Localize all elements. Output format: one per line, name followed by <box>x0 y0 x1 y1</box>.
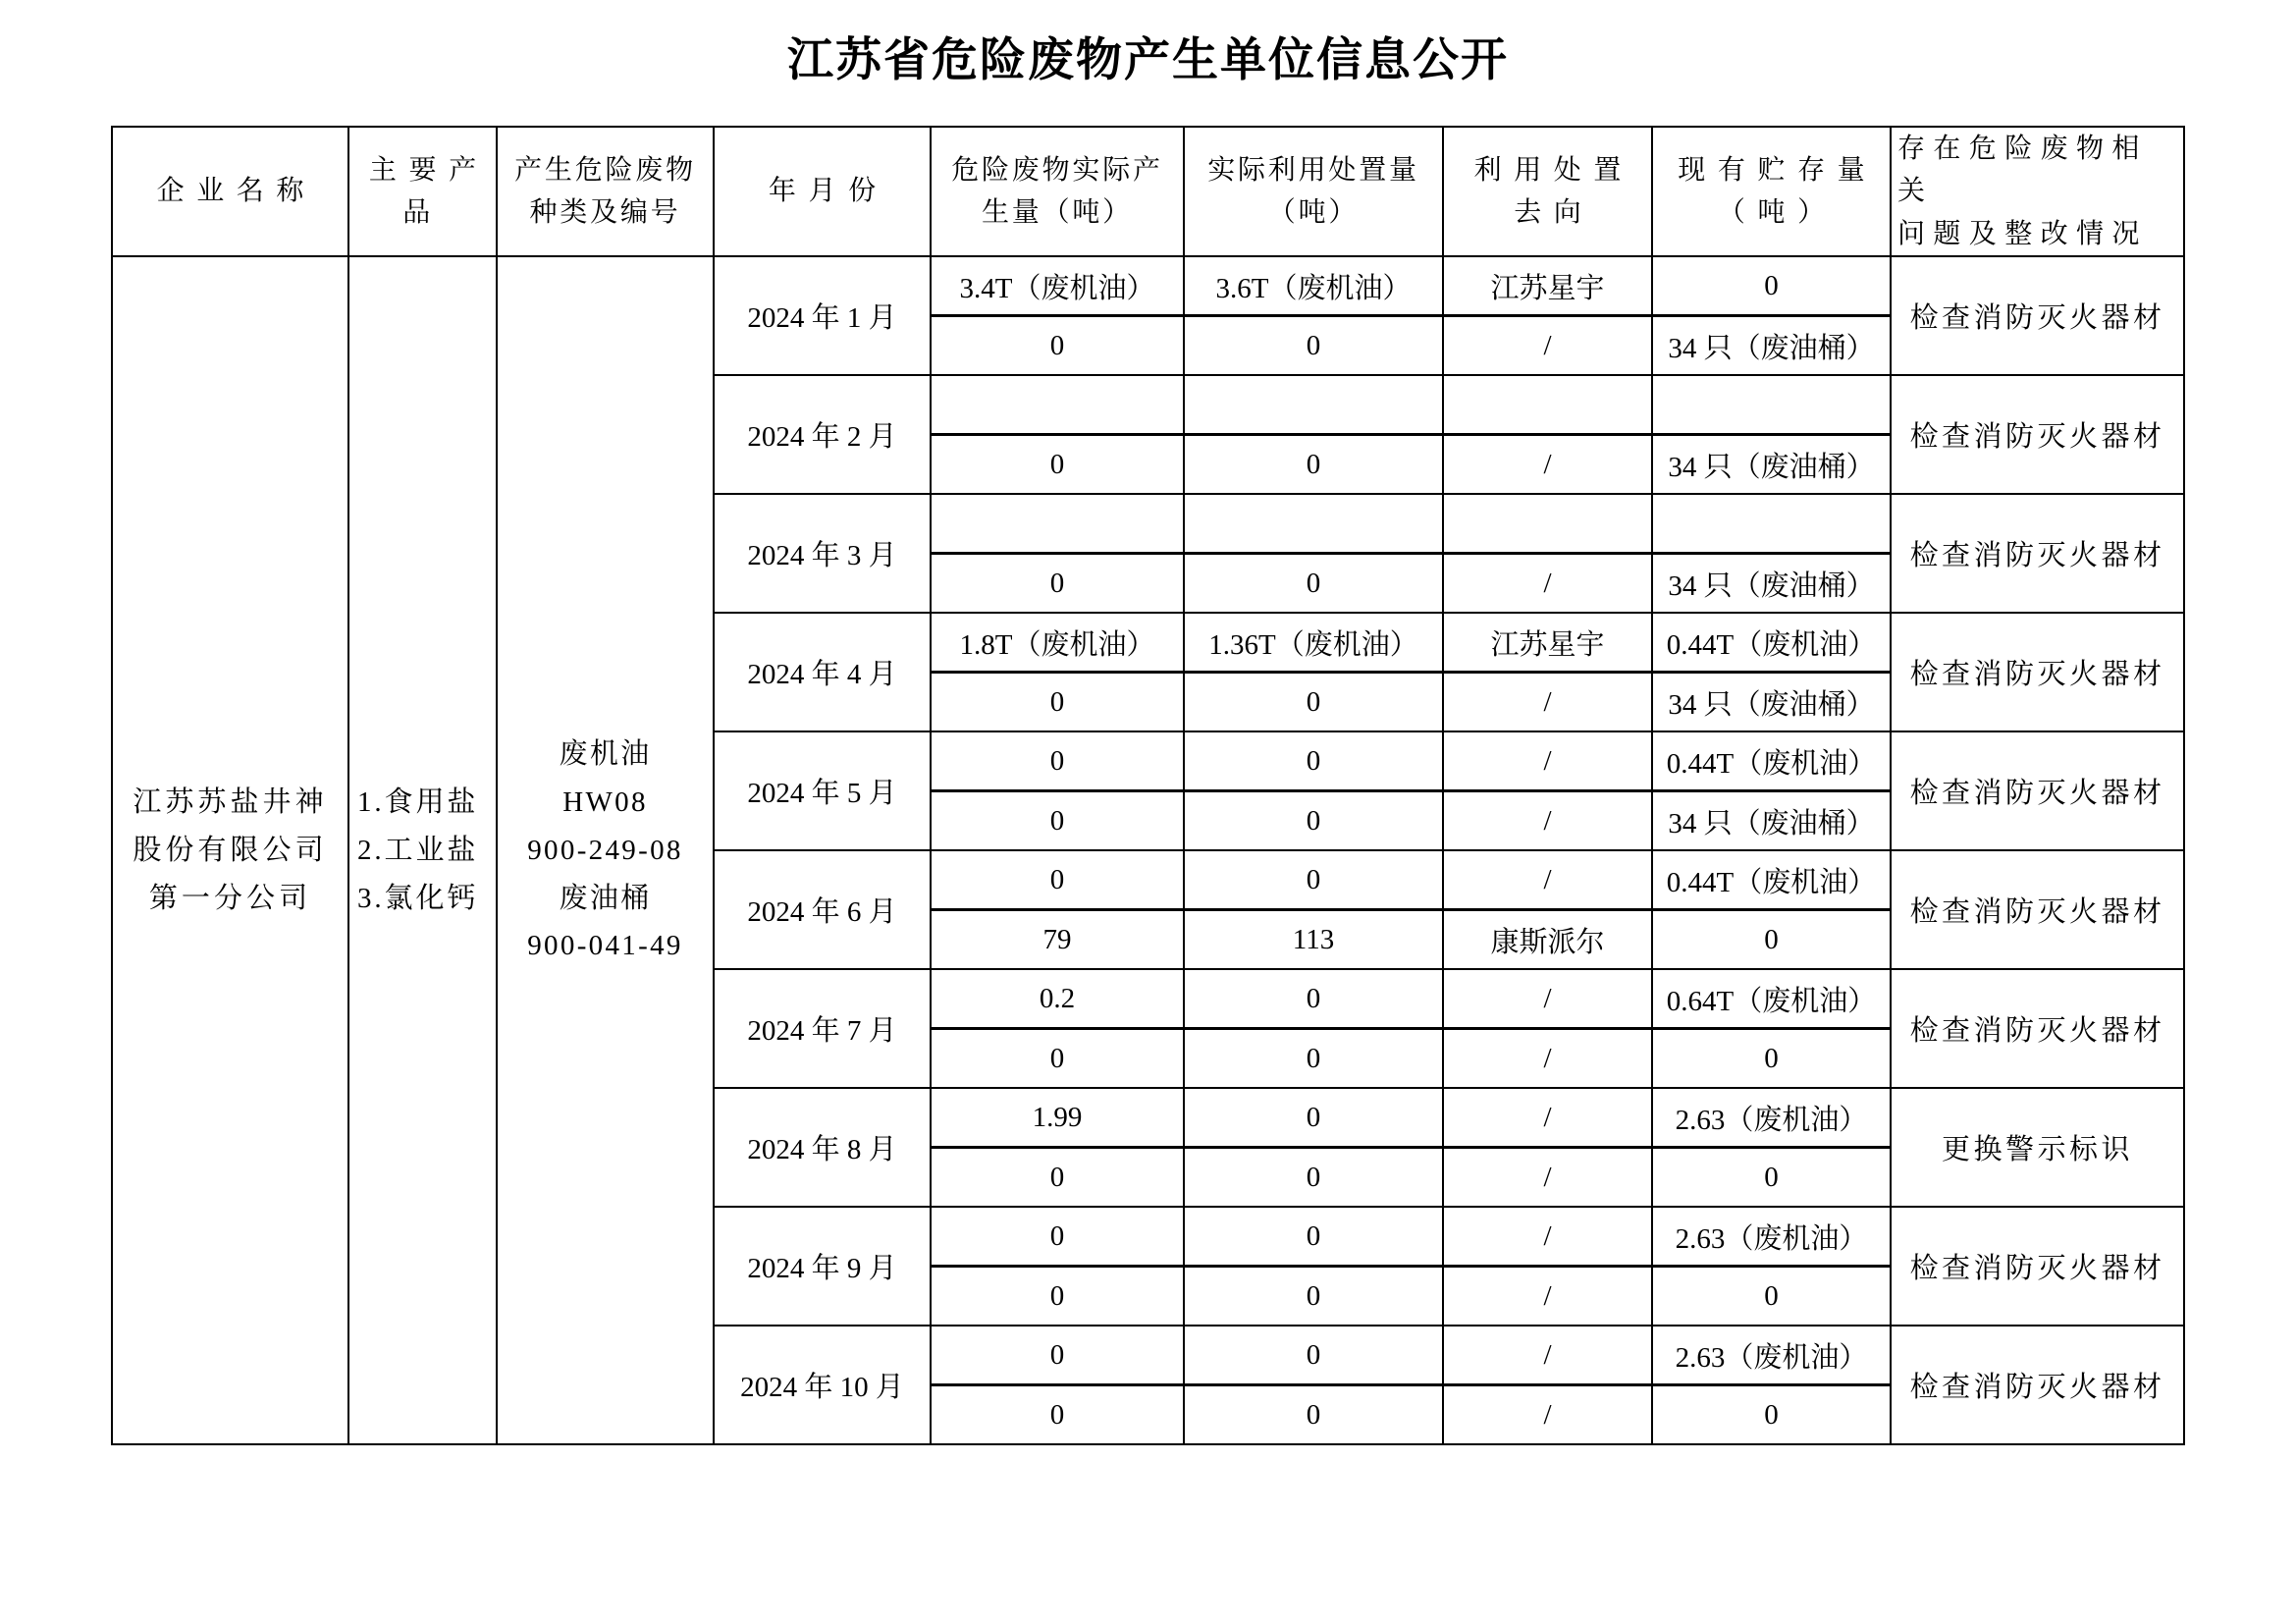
company-name-cell <box>112 256 348 1444</box>
waste-type-line: HW08 <box>562 786 648 819</box>
company-name-line: 江苏苏盐井神 <box>133 786 328 819</box>
generated-cell: 0 <box>931 554 1184 614</box>
storage-cell: 0 <box>1652 910 1891 970</box>
generated-cell <box>931 375 1184 435</box>
generated-cell: 0 <box>931 1385 1184 1445</box>
col-header-products <box>348 127 497 256</box>
storage-cell: 0 <box>1652 1148 1891 1208</box>
issue-cell: 检查消防灭火器材 <box>1891 850 2184 969</box>
month-cell: 2024 年 5 月 <box>714 731 931 850</box>
table-row <box>112 256 2184 316</box>
storage-cell: 0 <box>1652 1029 1891 1089</box>
disposed-cell: 0 <box>1184 316 1443 376</box>
destination-cell <box>1443 494 1652 554</box>
disposed-cell <box>1184 375 1443 435</box>
company-name-line: 股份有限公司 <box>133 834 328 866</box>
disposed-cell: 0 <box>1184 1088 1443 1148</box>
waste-type-line: 900-041-49 <box>527 930 683 962</box>
generated-cell: 0 <box>931 731 1184 791</box>
storage-cell: 34 只（废油桶） <box>1652 554 1891 614</box>
month-cell: 2024 年 6 月 <box>714 850 931 969</box>
header-line: 危险废物实际产 <box>951 154 1163 186</box>
destination-cell: / <box>1443 554 1652 614</box>
issue-cell: 检查消防灭火器材 <box>1891 256 2184 375</box>
destination-cell: / <box>1443 1207 1652 1267</box>
destination-cell: / <box>1443 969 1652 1029</box>
destination-cell: / <box>1443 731 1652 791</box>
products-cell <box>348 256 497 1444</box>
disposed-cell: 0 <box>1184 1326 1443 1385</box>
header-line: （吨） <box>1717 197 1838 229</box>
destination-cell: / <box>1443 1148 1652 1208</box>
disposed-cell: 1.36T（废机油） <box>1184 613 1443 673</box>
storage-cell: 2.63（废机油） <box>1652 1207 1891 1267</box>
storage-cell <box>1652 494 1891 554</box>
disposed-cell: 0 <box>1184 1385 1443 1445</box>
generated-cell: 0 <box>931 673 1184 732</box>
header-line: 生量（吨） <box>981 197 1133 229</box>
issue-cell: 检查消防灭火器材 <box>1891 613 2184 731</box>
generated-cell: 79 <box>931 910 1184 970</box>
col-header-disposed-amount <box>1184 127 1443 256</box>
disposed-cell: 0 <box>1184 1029 1443 1089</box>
issue-cell: 更换警示标识 <box>1891 1088 2184 1207</box>
storage-cell: 2.63（废机油） <box>1652 1326 1891 1385</box>
issue-cell: 检查消防灭火器材 <box>1891 375 2184 494</box>
product-line: 2.工业盐 <box>357 834 479 866</box>
destination-cell: / <box>1443 1029 1652 1089</box>
issue-cell: 检查消防灭火器材 <box>1891 731 2184 850</box>
month-cell: 2024 年 4 月 <box>714 613 931 731</box>
product-line: 1.食用盐 <box>357 786 479 819</box>
generated-cell: 3.4T（废机油） <box>931 256 1184 316</box>
month-cell: 2024 年 7 月 <box>714 969 931 1088</box>
hazardous-waste-table <box>111 126 2185 1445</box>
storage-cell: 34 只（废油桶） <box>1652 673 1891 732</box>
storage-cell: 0.44T（废机油） <box>1652 613 1891 673</box>
header-row <box>112 127 2184 256</box>
destination-cell: / <box>1443 791 1652 851</box>
storage-cell: 34 只（废油桶） <box>1652 316 1891 376</box>
month-cell: 2024 年 1 月 <box>714 256 931 375</box>
storage-cell: 0.44T（废机油） <box>1652 850 1891 910</box>
col-header-month <box>714 127 931 256</box>
waste-type-line: 废机油 <box>559 738 652 771</box>
header-line: 种类及编号 <box>529 197 681 229</box>
destination-cell: / <box>1443 673 1652 732</box>
disposed-cell: 0 <box>1184 850 1443 910</box>
disposed-cell: 0 <box>1184 791 1443 851</box>
storage-cell: 0 <box>1652 1385 1891 1445</box>
month-cell: 2024 年 3 月 <box>714 494 931 613</box>
storage-cell: 0 <box>1652 256 1891 316</box>
generated-cell: 0 <box>931 1148 1184 1208</box>
month-cell: 2024 年 9 月 <box>714 1207 931 1326</box>
disposed-cell: 113 <box>1184 910 1443 970</box>
header-line: 企业名称 <box>156 176 316 207</box>
waste-type-cell <box>497 256 714 1444</box>
generated-cell: 0 <box>931 1029 1184 1089</box>
issue-cell: 检查消防灭火器材 <box>1891 494 2184 613</box>
destination-cell: / <box>1443 316 1652 376</box>
product-line: 3.氯化钙 <box>357 882 479 914</box>
issue-cell: 检查消防灭火器材 <box>1891 1326 2184 1444</box>
generated-cell: 0 <box>931 435 1184 495</box>
issue-cell: 检查消防灭火器材 <box>1891 969 2184 1088</box>
generated-cell: 0 <box>931 316 1184 376</box>
issue-cell: 检查消防灭火器材 <box>1891 1207 2184 1326</box>
disposed-cell: 0 <box>1184 969 1443 1029</box>
col-header-waste-type <box>497 127 714 256</box>
disposed-cell: 0 <box>1184 554 1443 614</box>
storage-cell: 0.64T（废机油） <box>1652 969 1891 1029</box>
header-line: 年月份 <box>768 176 888 207</box>
header-line: 主要产品 <box>368 154 489 229</box>
storage-cell <box>1652 375 1891 435</box>
generated-cell: 0 <box>931 1207 1184 1267</box>
month-cell: 2024 年 2 月 <box>714 375 931 494</box>
waste-type-line: 废油桶 <box>559 882 652 914</box>
col-header-destination <box>1443 127 1652 256</box>
col-header-storage <box>1652 127 1891 256</box>
col-header-generated-amount <box>931 127 1184 256</box>
waste-type-line: 900-249-08 <box>527 834 683 866</box>
storage-cell: 34 只（废油桶） <box>1652 435 1891 495</box>
storage-cell: 34 只（废油桶） <box>1652 791 1891 851</box>
col-header-issues <box>1891 127 2184 256</box>
month-cell: 2024 年 8 月 <box>714 1088 931 1207</box>
header-line: 问题及整改情况 <box>1897 218 2148 249</box>
disposed-cell <box>1184 494 1443 554</box>
destination-cell: / <box>1443 435 1652 495</box>
disposed-cell: 0 <box>1184 1207 1443 1267</box>
destination-cell: 江苏星宇 <box>1443 256 1652 316</box>
storage-cell: 0 <box>1652 1267 1891 1326</box>
destination-cell: / <box>1443 1088 1652 1148</box>
disposed-cell: 0 <box>1184 1148 1443 1208</box>
generated-cell: 0.2 <box>931 969 1184 1029</box>
header-line: 存在危险废物相关 <box>1897 134 2148 207</box>
generated-cell: 0 <box>931 1326 1184 1385</box>
destination-cell: 康斯派尔 <box>1443 910 1652 970</box>
disposed-cell: 0 <box>1184 1267 1443 1326</box>
header-line: 利用处置 <box>1473 154 1633 186</box>
storage-cell: 0.44T（废机油） <box>1652 731 1891 791</box>
generated-cell: 1.8T（废机油） <box>931 613 1184 673</box>
destination-cell: / <box>1443 850 1652 910</box>
disposed-cell: 0 <box>1184 435 1443 495</box>
destination-cell: / <box>1443 1385 1652 1445</box>
page-title: 江苏省危险废物产生单位信息公开 <box>787 33 1509 85</box>
header-line: 产生危险废物 <box>514 154 696 186</box>
disposed-cell: 0 <box>1184 673 1443 732</box>
destination-cell: 江苏星宇 <box>1443 613 1652 673</box>
header-line: 现有贮存量 <box>1678 154 1878 186</box>
generated-cell: 0 <box>931 1267 1184 1326</box>
disposed-cell: 0 <box>1184 731 1443 791</box>
generated-cell <box>931 494 1184 554</box>
destination-cell <box>1443 375 1652 435</box>
company-name-line: 第一分公司 <box>148 882 312 914</box>
generated-cell: 0 <box>931 850 1184 910</box>
destination-cell: / <box>1443 1326 1652 1385</box>
header-line: 去向 <box>1514 197 1594 229</box>
header-line: （吨） <box>1267 197 1360 229</box>
generated-cell: 1.99 <box>931 1088 1184 1148</box>
col-header-company <box>112 127 348 256</box>
destination-cell: / <box>1443 1267 1652 1326</box>
month-cell: 2024 年 10 月 <box>714 1326 931 1444</box>
storage-cell: 2.63（废机油） <box>1652 1088 1891 1148</box>
header-line: 实际利用处置量 <box>1207 154 1419 186</box>
generated-cell: 0 <box>931 791 1184 851</box>
disposed-cell: 3.6T（废机油） <box>1184 256 1443 316</box>
